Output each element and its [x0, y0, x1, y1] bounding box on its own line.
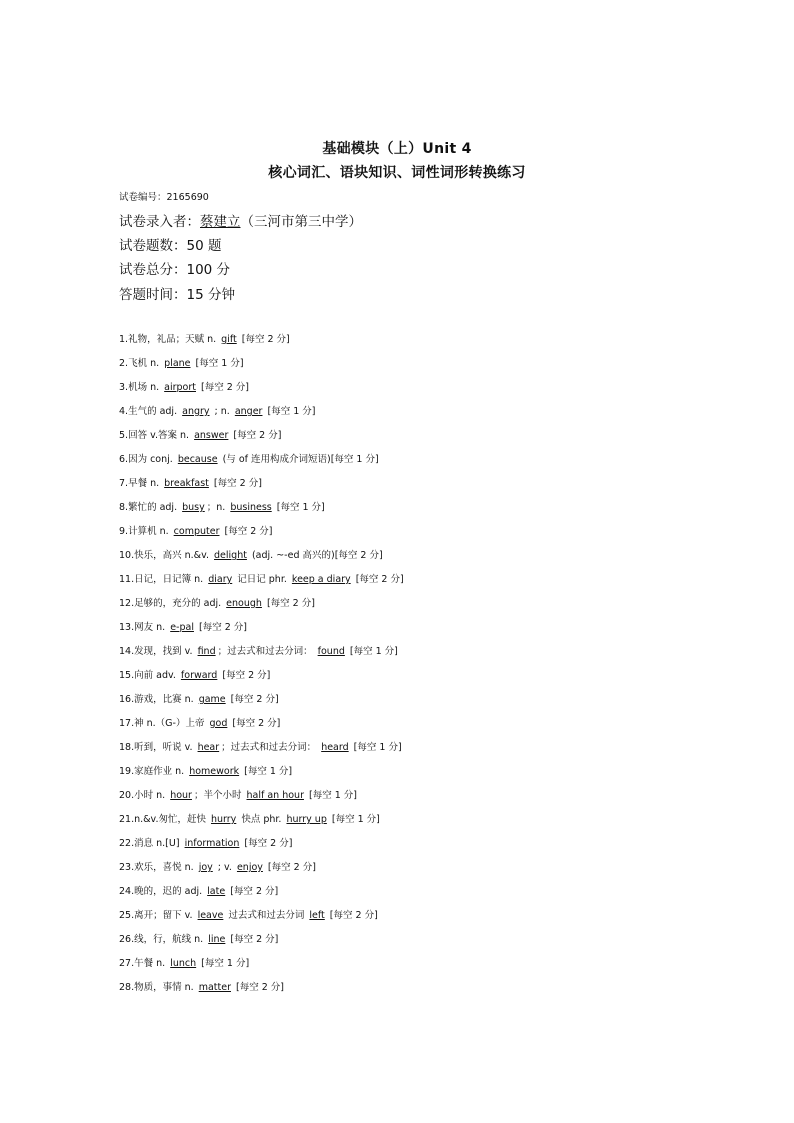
answer-blank: anger: [234, 406, 263, 417]
answer-blank: breakfast: [164, 478, 209, 489]
question-list: [119, 332, 739, 1004]
question-text: 16.游戏，比赛 n.: [119, 694, 197, 705]
question-text: 27.午餐 n.: [119, 958, 169, 969]
question-text: 10.快乐，高兴 n.&v.: [119, 550, 213, 561]
question-text: 15.向前 adv.: [119, 670, 179, 681]
question-text: [每空 1 分]: [198, 958, 250, 969]
question-text: [每空 1 分]: [346, 646, 398, 657]
question-text: 18.听到，听说 v.: [119, 742, 196, 753]
question-text: [每空 2 分]: [326, 910, 378, 921]
answer-blank: god: [209, 718, 228, 729]
question-item: [119, 548, 739, 572]
answer-blank: gift: [221, 334, 237, 345]
answer-blank: enjoy: [236, 862, 263, 873]
question-text: 3.机场 n.: [119, 382, 163, 393]
question-item: [119, 788, 739, 812]
answer-blank: heard: [321, 742, 349, 753]
answer-blank: forward: [180, 670, 218, 681]
answer-blank: airport: [164, 382, 196, 393]
question-item: [119, 500, 739, 524]
question-item: [119, 596, 739, 620]
paper-number: [119, 189, 209, 203]
question-text: ; n.: [211, 406, 233, 417]
answer-blank: diary: [208, 574, 233, 585]
paper-number-value: 2165690: [166, 192, 209, 203]
answer-blank: matter: [198, 982, 231, 993]
question-text: [每空 1 分]: [264, 406, 316, 417]
answer-blank: keep a diary: [291, 574, 351, 585]
question-text: (与 of 连用构成介词短语)[每空 1 分]: [219, 454, 379, 465]
question-text: [每空 2 分]: [198, 382, 250, 393]
answer-blank: found: [317, 646, 345, 657]
page-subtitle: 核心词汇、语块知识、词性词形转换练习: [268, 165, 526, 181]
answer-blank: business: [230, 502, 272, 513]
question-text: ；n.: [206, 502, 229, 513]
question-text: 12.足够的，充分的 adj.: [119, 598, 225, 609]
question-text: 1.礼物，礼品；天赋 n.: [119, 334, 220, 345]
question-text: (adj. ~-ed 高兴的)[每空 2 分]: [248, 550, 383, 561]
answer-blank: joy: [198, 862, 213, 873]
question-item: [119, 884, 739, 908]
answer-blank: half an hour: [246, 790, 304, 801]
question-item: [119, 956, 739, 980]
question-text: [每空 1 分]: [328, 814, 380, 825]
question-item: [119, 524, 739, 548]
page-title: 基础模块（上）Unit 4: [322, 141, 472, 157]
answer-blank: busy: [182, 502, 205, 513]
question-text: [每空 1 分]: [350, 742, 402, 753]
question-text: [每空 2 分]: [195, 622, 247, 633]
question-item: [119, 740, 739, 764]
answer-blank: answer: [194, 430, 229, 441]
question-text: [每空 2 分]: [241, 838, 293, 849]
question-item: [119, 356, 739, 380]
question-item: [119, 764, 739, 788]
question-text: [每空 2 分]: [227, 886, 279, 897]
answer-time: 答题时间：15 分钟: [119, 287, 235, 303]
question-item: [119, 668, 739, 692]
question-text: [每空 2 分]: [221, 526, 273, 537]
question-item: [119, 332, 739, 356]
answer-blank: hurry: [210, 814, 237, 825]
total-score: 试卷总分：100 分: [119, 262, 231, 278]
entry-person-label: 试卷录入者：: [119, 214, 200, 230]
question-item: [119, 404, 739, 428]
question-item: [119, 716, 739, 740]
question-text: 14.发现，找到 v.: [119, 646, 196, 657]
answer-blank: homework: [189, 766, 240, 777]
answer-blank: leave: [197, 910, 224, 921]
answer-blank: line: [208, 934, 226, 945]
question-text: [每空 2 分]: [229, 718, 281, 729]
question-item: [119, 572, 739, 596]
question-text: 19.家庭作业 n.: [119, 766, 188, 777]
question-text: ; v.: [214, 862, 235, 873]
answer-blank: hurry up: [286, 814, 327, 825]
question-item: [119, 836, 739, 860]
question-item: [119, 428, 739, 452]
question-text: 24.晚的，迟的 adj.: [119, 886, 206, 897]
question-text: ；过去式和过去分词：: [217, 646, 316, 657]
answer-blank: computer: [173, 526, 220, 537]
question-text: 20.小时 n.: [119, 790, 169, 801]
question-item: [119, 692, 739, 716]
question-text: [每空 1 分]: [305, 790, 357, 801]
question-item: [119, 476, 739, 500]
question-text: 22.消息 n.[U]: [119, 838, 183, 849]
question-text: [每空 1 分]: [241, 766, 293, 777]
question-text: [每空 2 分]: [227, 934, 279, 945]
question-text: 8.繁忙的 adj.: [119, 502, 181, 513]
answer-blank: find: [197, 646, 216, 657]
question-text: [每空 2 分]: [264, 862, 316, 873]
question-item: [119, 812, 739, 836]
answer-blank: game: [198, 694, 226, 705]
answer-blank: because: [177, 454, 218, 465]
question-text: 4.生气的 adj.: [119, 406, 181, 417]
question-text: 记日记 phr.: [234, 574, 290, 585]
answer-blank: plane: [164, 358, 191, 369]
question-text: [每空 2 分]: [352, 574, 404, 585]
question-text: [每空 1 分]: [192, 358, 244, 369]
question-text: [每空 1 分]: [273, 502, 325, 513]
answer-blank: delight: [214, 550, 247, 561]
question-item: [119, 860, 739, 884]
question-text: 2.飞机 n.: [119, 358, 163, 369]
answer-blank: late: [207, 886, 226, 897]
question-text: 28.物质，事情 n.: [119, 982, 197, 993]
question-text: 21.n.&v.匆忙，赶快: [119, 814, 209, 825]
question-text: 9.计算机 n.: [119, 526, 172, 537]
entry-person: [119, 210, 362, 230]
entry-person-name: 蔡建立: [200, 214, 241, 230]
question-text: [每空 2 分]: [227, 694, 279, 705]
question-text: 7.早餐 n.: [119, 478, 163, 489]
question-text: [每空 2 分]: [210, 478, 262, 489]
question-text: [每空 2 分]: [232, 982, 285, 993]
question-text: 5.回答 v.答案 n.: [119, 430, 193, 441]
question-item: [119, 932, 739, 956]
answer-blank: information: [184, 838, 240, 849]
question-text: 11.日记，日记簿 n.: [119, 574, 207, 585]
question-text: [每空 2 分]: [263, 598, 315, 609]
answer-blank: enough: [226, 598, 262, 609]
question-text: 过去式和过去分词: [225, 910, 308, 921]
paper-number-label: 试卷编号：: [119, 192, 167, 203]
answer-blank: hear: [197, 742, 220, 753]
question-text: ；过去式和过去分词：: [221, 742, 320, 753]
answer-blank: left: [309, 910, 325, 921]
answer-blank: lunch: [170, 958, 197, 969]
question-text: [每空 2 分]: [230, 430, 282, 441]
question-item: [119, 452, 739, 476]
question-item: [119, 644, 739, 668]
question-count: 试卷题数：50 题: [119, 238, 222, 254]
answer-blank: e-pal: [170, 622, 194, 633]
answer-blank: angry: [182, 406, 210, 417]
entry-person-school: （三河市第三中学）: [240, 214, 362, 230]
answer-blank: hour: [170, 790, 192, 801]
question-text: 13.网友 n.: [119, 622, 169, 633]
question-item: [119, 908, 739, 932]
question-text: 17.神 n.（G-）上帝: [119, 718, 208, 729]
question-text: [每空 2 分]: [238, 334, 290, 345]
question-text: ；半个小时: [193, 790, 245, 801]
question-text: [每空 2 分]: [219, 670, 271, 681]
question-text: 26.线，行，航线 n.: [119, 934, 207, 945]
question-text: 25.离开；留下 v.: [119, 910, 196, 921]
question-item: [119, 980, 739, 1004]
question-text: 快点 phr.: [238, 814, 285, 825]
question-text: 6.因为 conj.: [119, 454, 176, 465]
question-item: [119, 620, 739, 644]
question-text: 23.欢乐，喜悦 n.: [119, 862, 197, 873]
question-item: [119, 380, 739, 404]
